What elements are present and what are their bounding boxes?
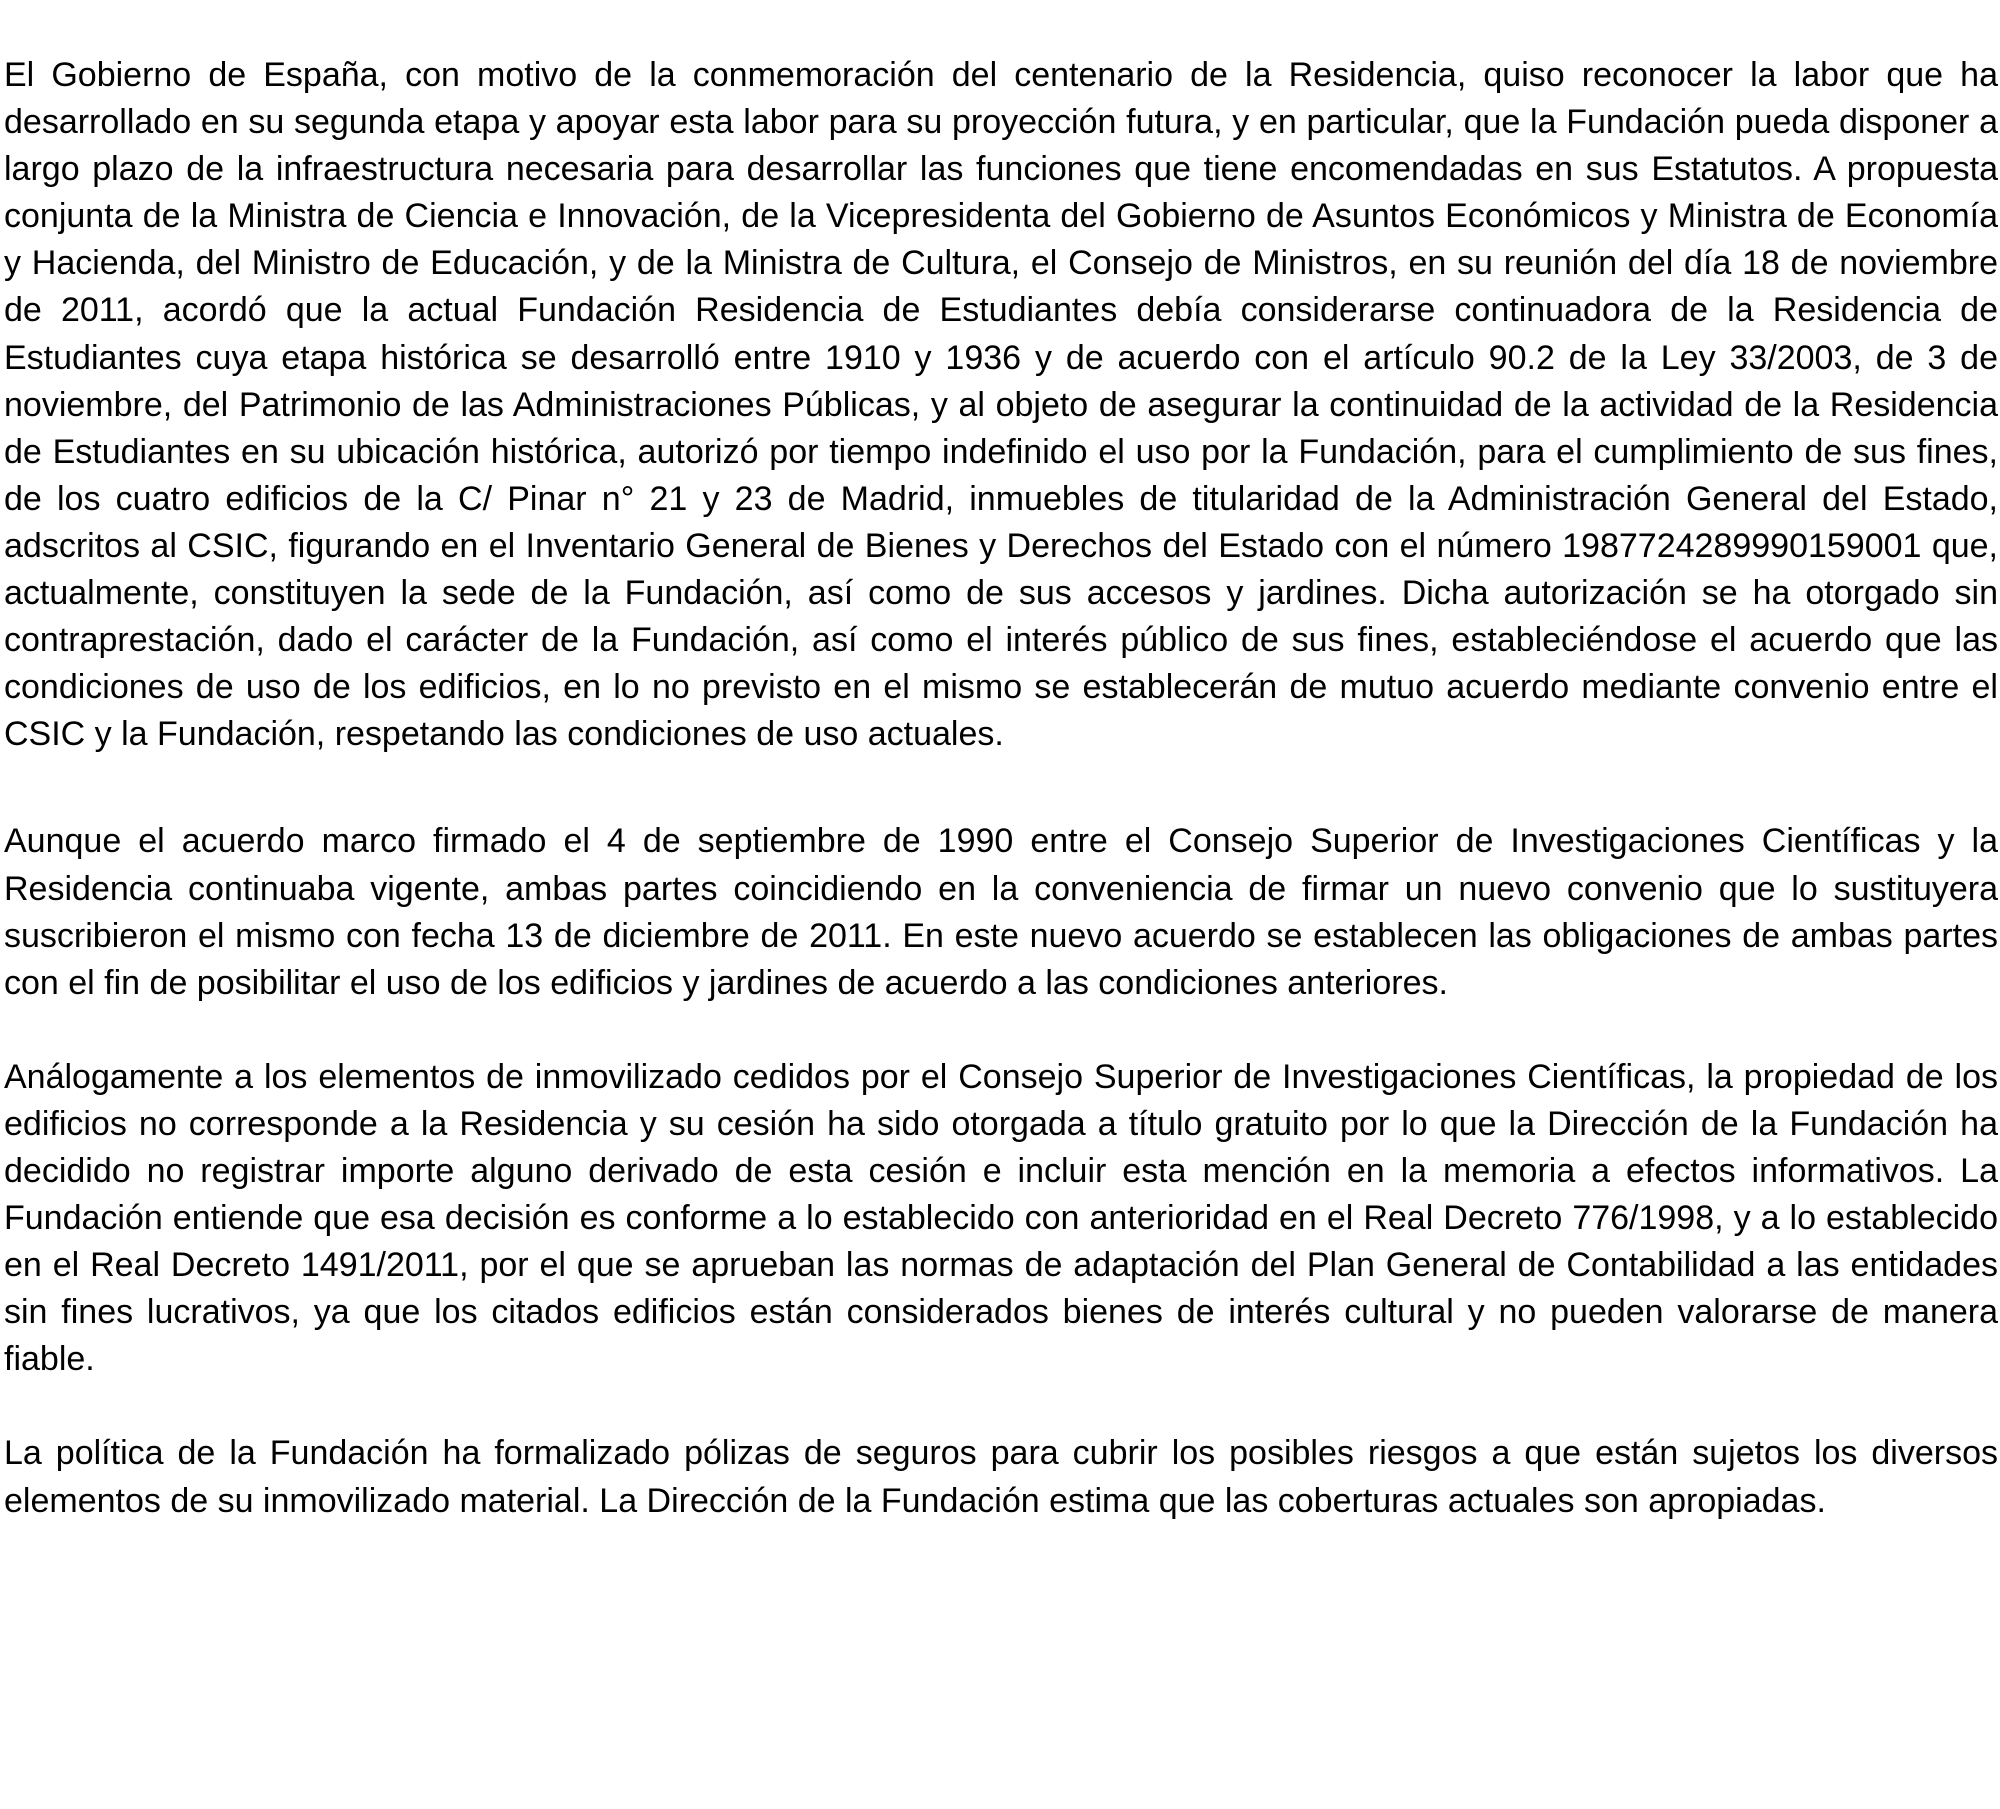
paragraph-polizas-seguros: La política de la Fundación ha formalizado pólizas de seguros para cubrir los posibles riesgos a que están sujetos los diversos elementos de su inmovilizado material. La Dirección de la Fundación estima que las coberturas actuales son apropiadas. xyxy=(4,1434,1998,1520)
paragraph-acuerdo-marco: Aunque el acuerdo marco firmado el 4 de septiembre de 1990 entre el Consejo Superior de Investigaciones Científicas y la Residencia continuaba vigente, ambas partes coincidiendo en la conveniencia de firmar un nuevo convenio que lo sustituyera suscribieron el mismo con fecha 13 de diciembre de 2011. En este nuevo acuerdo se establecen las obligaciones de ambas partes con el fin de posibilitar el uso de los edificios y jardines de acuerdo a las condiciones anteriores. xyxy=(4,822,1998,1002)
document-body xyxy=(4,52,1998,1525)
paragraph-cesion-edificios: El Gobierno de España, con motivo de la conmemoración del centenario de la Residencia, quiso reconocer la labor que ha desarrollado en su segunda etapa y apoyar esta labor para su proyección futura, y en particular, que la Fundación pueda disponer a largo plazo de la infraestructura necesaria para desarrollar las funciones que tiene encomendadas en sus Estatutos. A propuesta conjunta de la Ministra de Ciencia e Innovación, de la Vicepresidenta del Gobierno de Asuntos Económicos y Ministra de Economía y Hacienda, del Ministro de Educación, y de la Ministra de Cultura, el Consejo de Ministros, en su reunión del día 18 de noviembre de 2011, acordó que la actual Fundación Residencia de Estudiantes debía considerarse continuadora de la Residencia de Estudiantes cuya etapa histórica se desarrolló entre 1910 y 1936 y de acuerdo con el artículo 90.2 de la Ley 33/2003, de 3 de noviembre, del Patrimonio de las Administraciones Públicas, y al objeto de asegurar la continuidad de la actividad de la Residencia de Estudiantes en su ubicación histórica, autorizó por tiempo indefinido el uso por la Fundación, para el cumplimiento de sus fines, de los cuatro edificios de la C/ Pinar n° 21 y 23 de Madrid, inmuebles de titularidad de la Administración General del Estado, adscritos al CSIC, figurando en el Inventario General de Bienes y Derechos del Estado con el número 1987724289990159001 que, actualmente, constituyen la sede de la Fundación, así como de sus accesos y jardines. Dicha autorización se ha otorgado sin contraprestación, dado el carácter de la Fundación, así como el interés público de sus fines, estableciéndose el acuerdo que las condiciones de uso de los edificios, en lo no previsto en el mismo se establecerán de mutuo acuerdo mediante convenio entre el CSIC y la Fundación, respetando las condiciones de uso actuales. xyxy=(4,56,1998,754)
paragraph-registro-contable: Análogamente a los elementos de inmovilizado cedidos por el Consejo Superior de Investigaciones Científicas, la propiedad de los edificios no corresponde a la Residencia y su cesión ha sido otorgada a título gratuito por lo que la Dirección de la Fundación ha decidido no registrar importe alguno derivado de esta cesión e incluir esta mención en la memoria a efectos informativos. La Fundación entiende que esa decisión es conforme a lo establecido con anterioridad en el Real Decreto 776/1998, y a lo establecido en el Real Decreto 1491/2011, por el que se aprueban las normas de adaptación del Plan General de Contabilidad a las entidades sin fines lucrativos, ya que los citados edificios están considerados bienes de interés cultural y no pueden valorarse de manera fiable. xyxy=(4,1057,1998,1379)
